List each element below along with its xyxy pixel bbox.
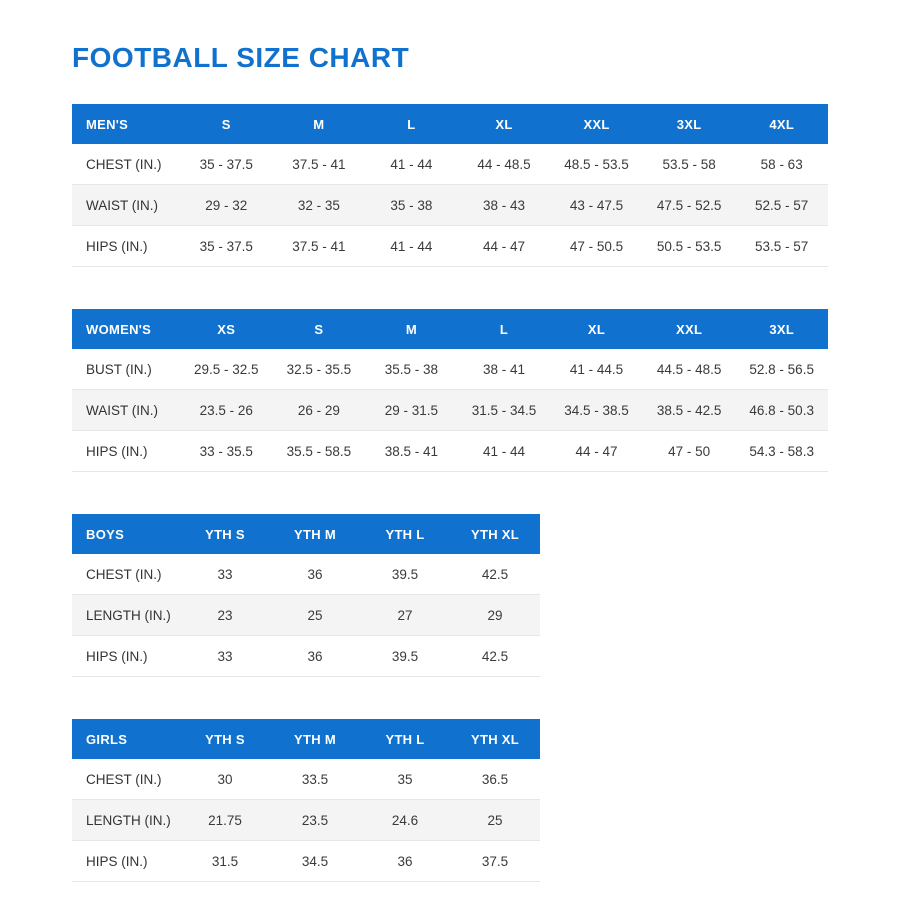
table-cell: 44 - 47: [550, 431, 643, 472]
column-header: YTH XL: [450, 719, 540, 759]
table-cell: 42.5: [450, 636, 540, 677]
table-cell: 35.5 - 58.5: [273, 431, 366, 472]
table-row: [72, 431, 828, 472]
column-header: GIRLS: [72, 719, 180, 759]
table-cell: 35: [360, 759, 450, 800]
table-cell: 44.5 - 48.5: [643, 349, 736, 390]
table-row: [72, 595, 540, 636]
column-header: 3XL: [735, 309, 828, 349]
table-row: [72, 841, 540, 882]
column-header: S: [273, 309, 366, 349]
table-cell: 31.5 - 34.5: [458, 390, 551, 431]
table-cell: 29.5 - 32.5: [180, 349, 273, 390]
table-row: [72, 349, 828, 390]
table-cell: 42.5: [450, 554, 540, 595]
mens-size-table: [72, 104, 828, 267]
table-cell: 33.5: [270, 759, 360, 800]
column-header: YTH L: [360, 719, 450, 759]
table-row: [72, 554, 540, 595]
row-header: CHEST (IN.): [72, 554, 180, 595]
table-cell: 39.5: [360, 554, 450, 595]
row-header: WAIST (IN.): [72, 185, 180, 226]
table-cell: 54.3 - 58.3: [735, 431, 828, 472]
row-header: HIPS (IN.): [72, 841, 180, 882]
column-header: XXL: [643, 309, 736, 349]
column-header: S: [180, 104, 273, 144]
table-cell: 35 - 37.5: [180, 144, 273, 185]
table-cell: 21.75: [180, 800, 270, 841]
table-cell: 34.5 - 38.5: [550, 390, 643, 431]
table-cell: 37.5 - 41: [273, 226, 366, 267]
column-header: M: [365, 309, 458, 349]
table-row: [72, 390, 828, 431]
table-cell: 37.5: [450, 841, 540, 882]
womens-size-table: [72, 309, 828, 472]
table-row: [72, 144, 828, 185]
row-header: HIPS (IN.): [72, 636, 180, 677]
table-cell: 44 - 47: [458, 226, 551, 267]
table-cell: 24.6: [360, 800, 450, 841]
table-cell: 23.5 - 26: [180, 390, 273, 431]
table-cell: 36: [270, 636, 360, 677]
table-cell: 27: [360, 595, 450, 636]
table-row: [72, 800, 540, 841]
row-header: CHEST (IN.): [72, 144, 180, 185]
table-row: [72, 636, 540, 677]
table-cell: 36: [360, 841, 450, 882]
table-cell: 50.5 - 53.5: [643, 226, 736, 267]
table-cell: 32.5 - 35.5: [273, 349, 366, 390]
column-header: YTH M: [270, 514, 360, 554]
table-cell: 33: [180, 636, 270, 677]
table-cell: 35.5 - 38: [365, 349, 458, 390]
column-header: XS: [180, 309, 273, 349]
row-header: CHEST (IN.): [72, 759, 180, 800]
table-cell: 29: [450, 595, 540, 636]
row-header: LENGTH (IN.): [72, 800, 180, 841]
column-header: XXL: [550, 104, 643, 144]
page-title: FOOTBALL SIZE CHART: [72, 42, 410, 73]
table-cell: 53.5 - 58: [643, 144, 736, 185]
table-cell: 41 - 44: [458, 431, 551, 472]
table-cell: 32 - 35: [273, 185, 366, 226]
table-cell: 47.5 - 52.5: [643, 185, 736, 226]
table-cell: 58 - 63: [735, 144, 828, 185]
column-header: M: [273, 104, 366, 144]
table-header-row: [72, 719, 540, 759]
table-cell: 29 - 31.5: [365, 390, 458, 431]
column-header: 3XL: [643, 104, 736, 144]
table-header-row: [72, 104, 828, 144]
row-header: HIPS (IN.): [72, 431, 180, 472]
table-cell: 37.5 - 41: [273, 144, 366, 185]
column-header: YTH XL: [450, 514, 540, 554]
table-cell: 36.5: [450, 759, 540, 800]
table-cell: 34.5: [270, 841, 360, 882]
table-cell: 39.5: [360, 636, 450, 677]
table-cell: 41 - 44.5: [550, 349, 643, 390]
column-header: L: [365, 104, 458, 144]
table-cell: 43 - 47.5: [550, 185, 643, 226]
boys-size-table: [72, 514, 540, 677]
table-cell: 46.8 - 50.3: [735, 390, 828, 431]
table-row: [72, 185, 828, 226]
column-header: XL: [550, 309, 643, 349]
table-cell: 38 - 43: [458, 185, 551, 226]
column-header: MEN'S: [72, 104, 180, 144]
table-cell: 25: [450, 800, 540, 841]
table-header-row: [72, 309, 828, 349]
table-cell: 47 - 50.5: [550, 226, 643, 267]
table-cell: 29 - 32: [180, 185, 273, 226]
table-cell: 44 - 48.5: [458, 144, 551, 185]
row-header: BUST (IN.): [72, 349, 180, 390]
table-cell: 33 - 35.5: [180, 431, 273, 472]
table-cell: 23: [180, 595, 270, 636]
table-cell: 30: [180, 759, 270, 800]
row-header: LENGTH (IN.): [72, 595, 180, 636]
table-cell: 23.5: [270, 800, 360, 841]
table-header-row: [72, 514, 540, 554]
table-cell: 35 - 37.5: [180, 226, 273, 267]
table-cell: 38 - 41: [458, 349, 551, 390]
column-header: YTH M: [270, 719, 360, 759]
table-row: [72, 759, 540, 800]
table-row: [72, 226, 828, 267]
column-header: XL: [458, 104, 551, 144]
column-header: 4XL: [735, 104, 828, 144]
table-cell: 38.5 - 42.5: [643, 390, 736, 431]
table-cell: 53.5 - 57: [735, 226, 828, 267]
column-header: WOMEN'S: [72, 309, 180, 349]
table-cell: 41 - 44: [365, 226, 458, 267]
table-cell: 38.5 - 41: [365, 431, 458, 472]
table-cell: 26 - 29: [273, 390, 366, 431]
table-cell: 48.5 - 53.5: [550, 144, 643, 185]
table-cell: 52.5 - 57: [735, 185, 828, 226]
column-header: YTH S: [180, 514, 270, 554]
table-cell: 41 - 44: [365, 144, 458, 185]
table-cell: 36: [270, 554, 360, 595]
column-header: BOYS: [72, 514, 180, 554]
table-cell: 35 - 38: [365, 185, 458, 226]
column-header: L: [458, 309, 551, 349]
row-header: HIPS (IN.): [72, 226, 180, 267]
table-cell: 52.8 - 56.5: [735, 349, 828, 390]
table-cell: 47 - 50: [643, 431, 736, 472]
column-header: YTH S: [180, 719, 270, 759]
column-header: YTH L: [360, 514, 450, 554]
table-cell: 31.5: [180, 841, 270, 882]
table-cell: 25: [270, 595, 360, 636]
girls-size-table: [72, 719, 540, 882]
table-cell: 33: [180, 554, 270, 595]
row-header: WAIST (IN.): [72, 390, 180, 431]
